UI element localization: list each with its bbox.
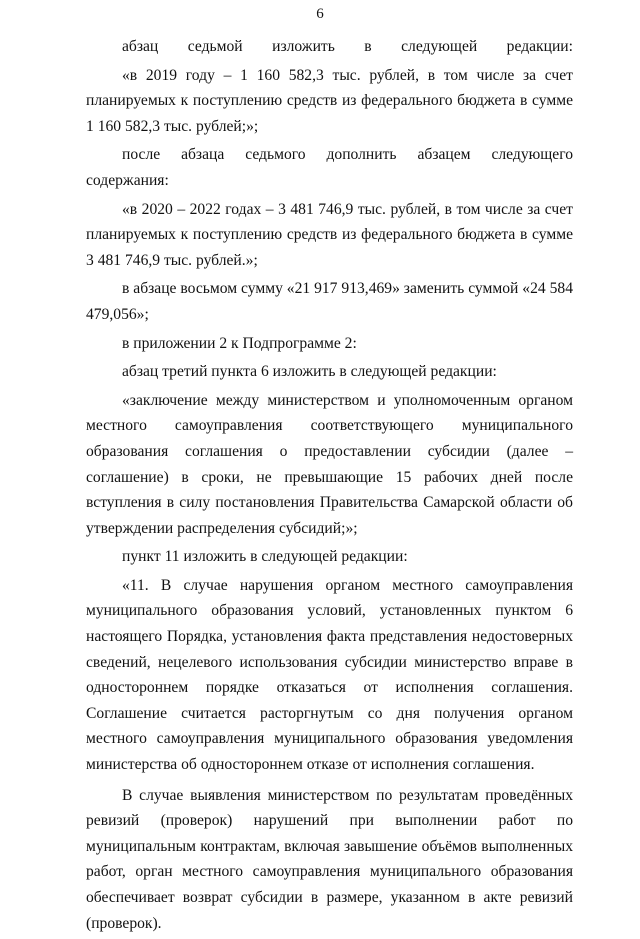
paragraph-1: абзац седьмой изложить в следующей редакции: — [122, 38, 573, 55]
paragraph-10: «11. В случае нарушения органом местного самоуправления муниципального образования условий, установленных пунктом 6 настоящего Порядка, установления факта представления недостоверных сведений, нецелевого использования субсидии министерство вправе в одностороннем порядке отказаться от исполнения соглашения. Соглашение считается расторгнутым со дня получения органом местного самоуправления муниципального образования уведомления министерства об одностороннем отказе от исполнения соглашения. — [86, 576, 573, 774]
paragraph-9: пункт 11 изложить в следующей редакции: — [122, 548, 408, 566]
paragraph-2: «в 2019 году – 1 160 582,3 тыс. рублей, в том числе за счет планируемых к поступлению средств из федерального бюджета в сумме 1 160 582,3 тыс. рублей;»; — [86, 66, 573, 135]
paragraph-4: «в 2020 – 2022 годах – 3 481 746,9 тыс. рублей, в том числе за счет планируемых к поступлению средств из федерального бюджета в сумме 3 481 746,9 тыс. рублей.»; — [86, 200, 573, 269]
paragraph-3: после абзаца седьмого дополнить абзацем следующего содержания: — [86, 146, 573, 189]
paragraph-6: в приложении 2 к Подпрограмме 2: — [122, 334, 357, 352]
paragraph-11: В случае выявления министерством по результатам проведённых ревизий (проверок) нарушений при выполнении работ по муниципальным контрактам, включая завышение объёмов выполненных работ, орган местного самоуправления муниципального образования обеспечивает возврат субсидии в размере, указанном в акте ревизий (проверок). — [86, 786, 573, 932]
paragraph-5: в абзаце восьмом сумму «21 917 913,469» заменить суммой «24 584 479,056»; — [86, 280, 573, 323]
document-body — [86, 34, 573, 939]
paragraph-8: «заключение между министерством и уполномоченным органом местного самоуправления соответствующего муниципального образования соглашения о предоставлении субсидии (далее – соглашение) в сроки, не превышающие 15 рабочих дней после вступления в силу постановления Правительства Самарской области об утверждении распределения субсидий;»; — [86, 391, 573, 537]
paragraph-7: абзац третий пункта 6 изложить в следующей редакции: — [122, 363, 497, 381]
page-number: 6 — [316, 6, 324, 22]
